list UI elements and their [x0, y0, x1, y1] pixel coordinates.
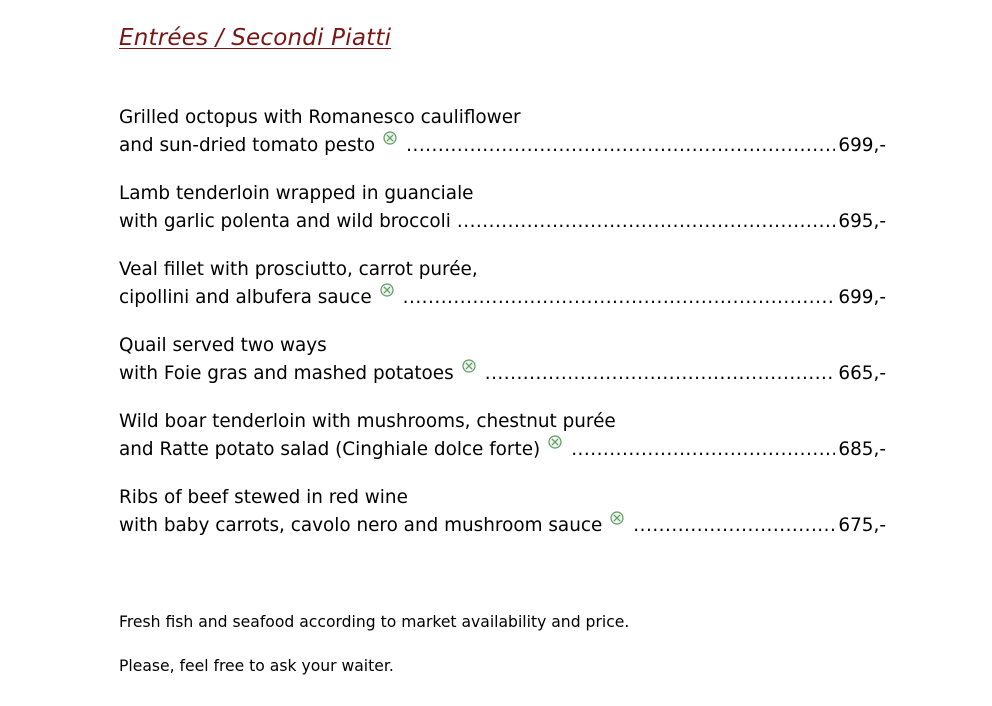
- menu-item-name: Quail served two ways: [119, 335, 327, 356]
- menu-item: [119, 332, 886, 408]
- menu-item-line: [119, 360, 886, 388]
- menu-item-price: 665,-: [838, 363, 886, 384]
- menu-item-name: Wild boar tenderloin with mushrooms, chestnut purée: [119, 411, 616, 432]
- menu-item-name: Veal fillet with prosciutto, carrot purée,: [119, 259, 478, 280]
- menu-item-line: [119, 132, 886, 160]
- menu-item: [119, 408, 886, 484]
- dish-icon: [462, 359, 476, 373]
- menu-item-description: with baby carrots, cavolo nero and mushroom sauce: [119, 515, 603, 536]
- dot-leader: [406, 132, 835, 160]
- menu-item-price: 675,-: [838, 515, 886, 536]
- menu-item-description: and sun-dried tomato pesto: [119, 135, 376, 156]
- dish-icon: [383, 131, 397, 145]
- menu-item: [119, 104, 886, 180]
- dot-leader: [457, 208, 836, 236]
- dot-leader: [571, 436, 835, 464]
- waiter-note: Please, feel free to ask your waiter.: [119, 657, 394, 675]
- dot-leader: [485, 360, 836, 388]
- menu-item: [119, 180, 886, 256]
- menu-item: [119, 256, 886, 332]
- menu-item: [119, 484, 886, 560]
- menu-item-price: 699,-: [838, 287, 886, 308]
- menu-item-name: Ribs of beef stewed in red wine: [119, 487, 408, 508]
- menu-item-description: and Ratte potato salad (Cinghiale dolce forte): [119, 439, 541, 460]
- menu-item-description: with Foie gras and mashed potatoes: [119, 363, 454, 384]
- menu-item-line: [119, 208, 886, 236]
- menu-item-line: [119, 512, 886, 540]
- dish-icon: [380, 283, 394, 297]
- dot-leader: [403, 284, 836, 312]
- dot-leader: [633, 512, 835, 540]
- market-note: Fresh fish and seafood according to market availability and price.: [119, 613, 630, 631]
- menu-item-price: 699,-: [838, 135, 886, 156]
- menu-item-line: [119, 436, 886, 464]
- dish-icon: [548, 435, 562, 449]
- menu-item-price: 695,-: [838, 211, 886, 232]
- dish-icon: [610, 511, 624, 525]
- menu-list: [119, 104, 886, 560]
- menu-item-line: [119, 284, 886, 312]
- menu-item-name: Lamb tenderloin wrapped in guanciale: [119, 183, 474, 204]
- section-title: Entrées / Secondi Piatti: [119, 25, 392, 51]
- menu-item-price: 685,-: [838, 439, 886, 460]
- menu-item-name: Grilled octopus with Romanesco cauliflower: [119, 107, 521, 128]
- menu-item-description: with garlic polenta and wild broccoli: [119, 211, 451, 232]
- menu-item-description: cipollini and albufera sauce: [119, 287, 372, 308]
